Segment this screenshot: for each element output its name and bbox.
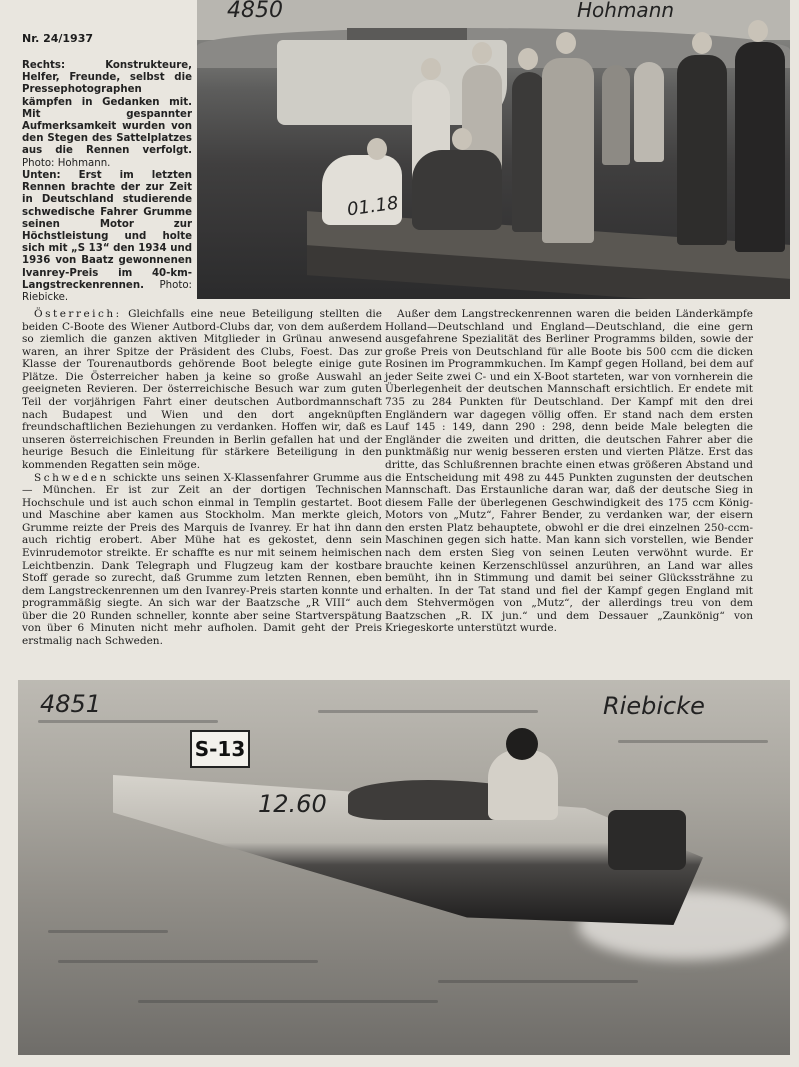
photo-person <box>634 62 664 162</box>
caption-top-photo <box>22 60 192 170</box>
text-oesterreich: Gleichfalls eine neue Beteiligung stellten die beiden C-Boote des Wiener Autbord-Clubs dar, von dem außerdem so ziemlich die ganzen aktiven Mitglieder in Grünau anwesend waren, an ihrer Spitze der Präsident des Clubs, Foest. Das zur Klasse der Tourenautbords gehörende Boot belegte einige gute Plätze. Die Österreicher haben ja keine so große Auswahl an geeigneten Revieren. Der österreichische Besuch war zum guten Teil der vorjährigen Fahrt einer deutschen Autbordmannschaft nach Budapest und Wien und den dort angeknüpften freundschaftlichen Beziehungen zu verdanken. Hoffen wir, daß es unseren österreichischen Freunden in Berlin gefallen hat und der heurige Besuch die Einleitung für stärkere Beteiligung in den kommenden Regatten sein möge. <box>22 308 382 471</box>
handwritten-photo-number: 4851 <box>40 690 102 718</box>
photo-boat-driver <box>488 750 558 820</box>
photo-wave <box>58 960 318 963</box>
handwritten-size-note: 12.60 <box>258 790 327 818</box>
photo-wave <box>38 720 218 723</box>
photo-person <box>602 65 630 165</box>
photo-person-head <box>452 128 472 150</box>
photo-wave <box>618 740 768 743</box>
photo-person-head <box>692 32 712 54</box>
caption-top-text: Rechts: Konstrukteure, Helfer, Freunde, selbst die Pressephotographen kämpfen in Gedanken mit. Mit gespannter Aufmerksamkeit wurden von den Stegen des Sattelplatzes aus die Rennen verfolgt. <box>22 60 192 157</box>
handwritten-size-note: 01.18 <box>345 192 400 221</box>
lead-oesterreich: Österreich: <box>34 308 122 320</box>
photo-person <box>677 55 727 245</box>
lead-schweden: Schweden <box>34 471 109 484</box>
handwritten-photographer-name: Hohmann <box>577 0 675 22</box>
photo-person-head <box>748 20 768 42</box>
photo-wave <box>318 710 538 713</box>
photo-person <box>512 72 546 232</box>
photo-person-head <box>556 32 576 54</box>
photo-outboard-motor <box>608 810 686 870</box>
caption-top-credit: Photo: Hohmann. <box>22 157 111 169</box>
photo-spectators-on-dock <box>197 0 790 299</box>
photo-wave <box>138 1000 438 1003</box>
photo-racing-boat <box>18 680 790 1055</box>
caption-bottom-text: Unten: Erst im letzten Rennen brachte der zur Zeit in Deutschland studierende schwedische Fahrer Grumme seinen Motor zur Höchstleistung und holte sich mit „S 13“ den 1934 und 1936 von Baatz gewonnenen Ivanrey-Preis im 40-km-Langstreckenrennen. <box>22 170 192 291</box>
text-schweden: schickte uns seinen X-Klassenfahrer Grumme aus — München. Er ist zur Zeit an der dortigen Technischen Hochschule und ist auch schon einmal in Templin gestartet. Boot und Maschine aber kamen aus Stockholm. Man merkte gleich, Grumme reizte der Preis des Marquis de Ivanrey. Er hat ihn dann auch richtig erobert. Aber Mühe hat es gekostet, denn sein Evinrudemotor streikte. Er schaffte es nur mit seinem heimischen Leichtbenzin. Dank Telegraph und Flugzeug kam der kostbare Stoff gerade so zurecht, daß Grumme zum letzten Rennen, eben dem Langstreckenrennen um den Ivanrey-Preis starten konnte und programmäßig siegte. An sich war der Baatzsche „R VIII“ auch über die 20 Runden schneller, konnte aber seine Startverspätung von über 6 Minuten nicht mehr aufholen. Damit geht der Preis erstmalig nach Schweden. <box>22 471 382 648</box>
photo-person-head <box>518 48 538 70</box>
caption-bottom-photo <box>22 170 192 304</box>
photo-seated-person <box>412 150 502 230</box>
photo-person <box>735 42 785 252</box>
article-column-left <box>22 308 382 648</box>
paragraph-oesterreich <box>22 308 382 472</box>
handwritten-photographer-name: Riebicke <box>603 692 705 720</box>
photo-wave <box>48 930 168 933</box>
paragraph-laenderkaempfe: Außer dem Langstreckenrennen waren die beiden Länderkämpfe Holland—Deutschland und England—Deutschland, die eine gern ausgefahrene Spezialität des Berliner Programms bilden, sowie der große Preis von Deutschland für alle Boote bis 500 ccm die dicken Rosinen im Programmkuchen. Im Kampf gegen Holland, bei dem auf jeder Seite zwei C- und ein X-Boot starteten, war von vornherein die Überlegenheit der deutschen Mannschaft ersichtlich. Er endete mit 735 zu 284 Punkten für Deutschland. Der Kampf mit den drei Engländern war dagegen völlig offen. Er stand nach dem ersten Lauf 145 : 149, dann 290 : 298, denn beide Male belegten die Engländer die zweiten und dritten, die deutschen Fahrer aber die punktmäßig nur wenig besseren ersten und vierten Plätze. Erst das dritte, das Schlußrennen brachte einen etwas größeren Abstand und die Entscheidung mit 498 zu 445 Punkten zugunsten der deutschen Mannschaft. Das Erstaunliche daran war, daß der deutsche Sieg in diesem Falle der überlegenen Geschwindigkeit des 175 ccm König-Motors von „Mutz“, Fahrer Bender, zu verdanken war, der eisern den ersten Platz behauptete, obwohl er die drei einzelnen 250-ccm-Maschinen gegen sich hatte. Man kann sich vorstellen, wie Bender nach dem ersten Sieg von seinen Leuten verwöhnt wurde. Er brauchte keinen Kerzenschlüssel anzurühren, an Land war alles bemüht, ihn in Stimmung und damit bei seiner Glückssträhne zu erhalten. In der Tat stand und fiel der Kampf gegen England mit dem Stehvermögen von „Mutz“, der allerdings treu von dem Baatzschen „R. IX jun.“ und dem Dessauer „Zaunkönig“ von Kriegeskorte unterstützt wurde. <box>385 308 753 635</box>
photo-person-head <box>367 138 387 160</box>
article-column-right <box>385 308 753 635</box>
issue-number: Nr. 24/1937 <box>22 32 94 45</box>
photo-person <box>542 58 594 243</box>
photo-wave <box>438 980 638 983</box>
caption-bottom-credit: Photo: Riebicke. <box>22 279 192 304</box>
boat-number-plate: S-13 <box>190 730 250 768</box>
paragraph-schweden <box>22 472 382 648</box>
photo-person-head <box>472 42 492 64</box>
photo-driver-helmet <box>506 728 538 760</box>
handwritten-photo-number: 4850 <box>227 0 283 23</box>
photo-person-head <box>421 58 441 80</box>
